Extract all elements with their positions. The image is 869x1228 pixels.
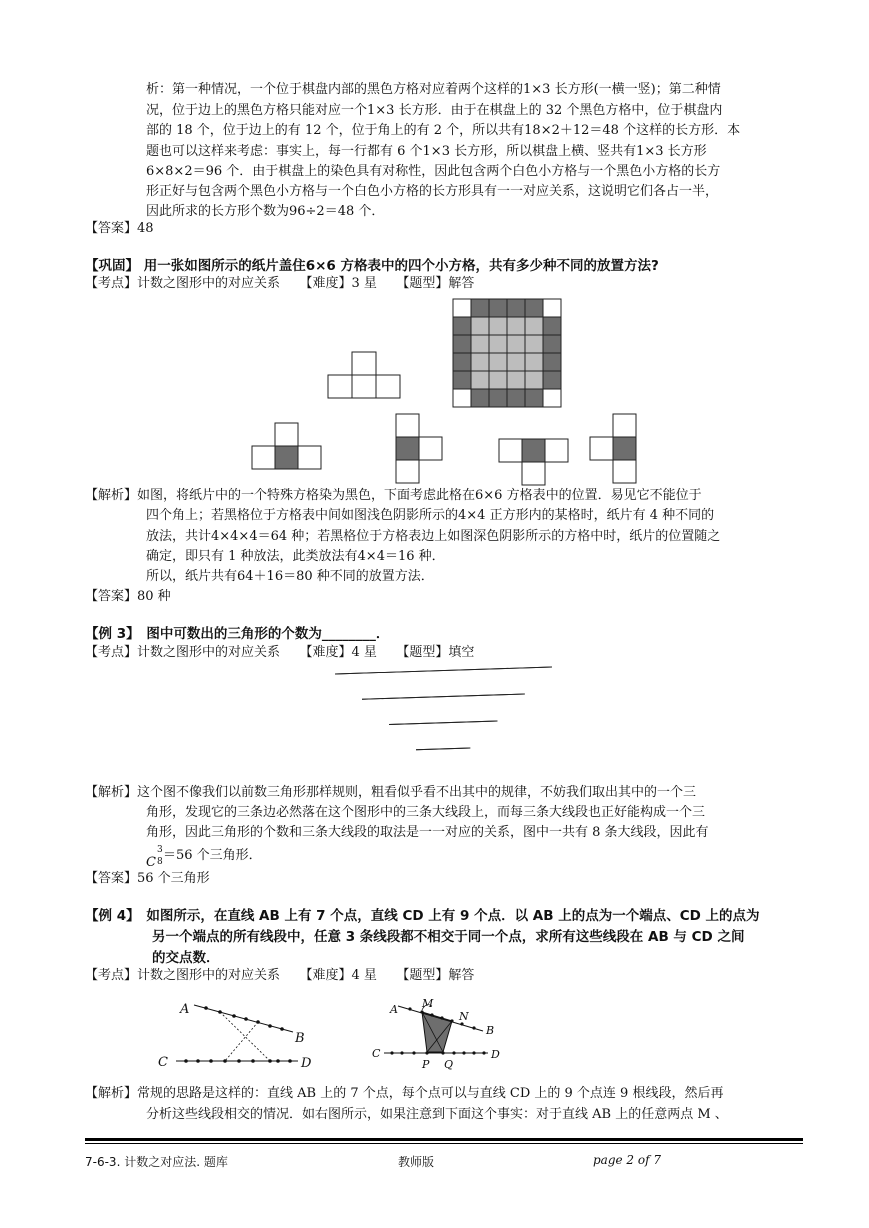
analysis-line: 【解析】这个图不像我们以前数三角形那样规则，粗看似乎看不出其中的规律，不妨我们取出其中的一个三 bbox=[85, 785, 697, 800]
grid-cell bbox=[453, 335, 471, 353]
meta-line: 【考点】计数之图形中的对应关系 【难度】3 星 【题型】解答 bbox=[85, 276, 475, 291]
label-p: P bbox=[422, 1058, 430, 1071]
grid-cell bbox=[525, 317, 543, 335]
grid-cell bbox=[471, 335, 489, 353]
combination-sub: 8 bbox=[156, 857, 163, 867]
label-c2: C bbox=[372, 1047, 381, 1060]
grid-cell bbox=[489, 317, 507, 335]
text-line: 形正好与包含两个黑色小方格与一个白色小方格的长方形具有一一对应关系，这说明它们各占一半， bbox=[146, 184, 719, 199]
analysis-line: 分析这些线段相交的情况．如右图所示，如果注意到下面这个事实：对于直线 AB 上的任意两点 M 、 bbox=[146, 1107, 728, 1122]
grid-cell bbox=[489, 389, 507, 407]
grid-cell bbox=[507, 353, 525, 371]
label-b2: B bbox=[486, 1024, 495, 1037]
text-line: 析：第一种情况，一个位于棋盘内部的黑色方格对应着两个这样的1×3 长方形(一横一竖)；第二种情 bbox=[146, 82, 721, 97]
footer-edition: 教师版 bbox=[398, 1155, 435, 1169]
footer-page-number: page 2 of 7 bbox=[593, 1153, 661, 1167]
grid-cell bbox=[543, 371, 561, 389]
lines-ab-cd-figure-right bbox=[370, 996, 510, 1076]
piece-orientation-4 bbox=[590, 414, 636, 483]
grid-cell bbox=[525, 335, 543, 353]
grid-cell bbox=[507, 371, 525, 389]
text-line: 6×8×2＝96 个．由于棋盘上的染色具有对称性，因此包含两个白色小方格与一个黑色小方格的长方 bbox=[146, 164, 721, 179]
grid-cell bbox=[471, 317, 489, 335]
six-by-six-grid bbox=[453, 299, 561, 407]
question-line: 的交点数． bbox=[152, 950, 220, 966]
text-line: 因此所求的长方形个数为96÷2＝48 个． bbox=[146, 204, 385, 219]
grid-cell bbox=[471, 389, 489, 407]
label-d2: D bbox=[491, 1048, 500, 1061]
grid-cell bbox=[453, 299, 471, 317]
grid-cell bbox=[543, 317, 561, 335]
big-segment bbox=[389, 721, 498, 725]
question-line: 另一个端点的所有线段中，任意 3 条线段都不相交于同一个点，求所有这些线段在 AB 与 CD 之间 bbox=[152, 929, 745, 945]
grid-cell bbox=[507, 335, 525, 353]
label-n: N bbox=[459, 1010, 469, 1023]
grid-cell bbox=[525, 371, 543, 389]
grid-cell bbox=[507, 389, 525, 407]
piece-orientation-1 bbox=[252, 423, 322, 469]
analysis-line: 确定，即只有 1 种放法，此类放法有4×4＝16 种． bbox=[146, 549, 445, 564]
big-segment bbox=[362, 694, 525, 699]
footer-rule-thin bbox=[85, 1143, 803, 1144]
question-heading: 【例 4】 如图所示，在直线 AB 上有 7 个点，直线 CD 上有 9 个点．以 AB 上的点为一个端点、CD 上的点为 bbox=[85, 908, 760, 924]
meta-line: 【考点】计数之图形中的对应关系 【难度】4 星 【题型】填空 bbox=[85, 645, 475, 660]
analysis-line: 【解析】如图，将纸片中的一个特殊方格染为黑色，下面考虑此格在6×6 方格表中的位置．易见它不能位于 bbox=[85, 488, 702, 503]
text-line: 题也可以这样来考虑：事实上，每一行都有 6 个1×3 长方形，所以棋盘上横、竖共有1×3 长方形 bbox=[146, 144, 707, 159]
grid-cell bbox=[525, 299, 543, 317]
text-line: 况，位于边上的黑色方格只能对应一个1×3 长方形．由于在棋盘上的 32 个黑色方格中，位于棋盘内 bbox=[146, 103, 723, 118]
big-segment bbox=[335, 667, 552, 674]
label-a: A bbox=[180, 1002, 190, 1017]
grid-cell bbox=[489, 299, 507, 317]
question-heading: 【例 3】 图中可数出的三角形的个数为________． bbox=[85, 626, 390, 642]
piece-orientation-2 bbox=[396, 414, 442, 483]
label-b: B bbox=[295, 1031, 305, 1046]
analysis-line: 角形，因此三角形的个数和三条大线段的取法是一一对应的关系，图中一共有 8 条大线段，因此有 bbox=[146, 825, 709, 840]
grid-cell bbox=[507, 299, 525, 317]
analysis-line: ＝56 个三角形． bbox=[163, 848, 262, 863]
grid-cell bbox=[543, 353, 561, 371]
grid-cell bbox=[453, 353, 471, 371]
grid-cell bbox=[543, 335, 561, 353]
analysis-line: 【解析】常规的思路是这样的：直线 AB 上的 7 个点，每个点可以与直线 CD 上的 9 个点连 9 根线段，然后再 bbox=[85, 1086, 724, 1101]
grid-cell bbox=[489, 335, 507, 353]
label-c: C bbox=[158, 1055, 168, 1070]
footer-rule-thick bbox=[85, 1138, 803, 1141]
label-a2: A bbox=[390, 1003, 398, 1016]
analysis-line: 所以，纸片共有64＋16＝80 种不同的放置方法． bbox=[146, 569, 434, 584]
analysis-line: 角形，发现它的三条边必然落在这个图形中的三条大线段上，而每三条大线段也正好能构成一个三 bbox=[146, 805, 706, 820]
analysis-line: 放法，共计4×4×4＝64 种；若黑格位于方格表边上如图深色阴影所示的方格中时，纸片的位置随之 bbox=[146, 529, 721, 544]
grid-cell bbox=[543, 389, 561, 407]
piece-orientation-3 bbox=[499, 439, 569, 485]
analysis-line: 四个角上；若黑格位于方格表中间如图浅色阴影所示的4×4 正方形内的某格时，纸片有 4 种不同的 bbox=[146, 508, 715, 523]
answer-line: 【答案】56 个三角形 bbox=[85, 871, 210, 886]
grid-cell bbox=[471, 353, 489, 371]
question-heading: 【巩固】 用一张如图所示的纸片盖住6×6 方格表中的四个小方格，共有多少种不同的放置方法? bbox=[85, 258, 659, 274]
grid-cell bbox=[471, 371, 489, 389]
meta-line: 【考点】计数之图形中的对应关系 【难度】4 星 【题型】解答 bbox=[85, 968, 475, 983]
string-art-triangle-figure bbox=[330, 662, 560, 782]
grid-cell bbox=[543, 299, 561, 317]
lines-ab-cd-figure-left bbox=[158, 996, 328, 1076]
label-q: Q bbox=[444, 1058, 454, 1071]
combination-symbol: C 3 8 bbox=[146, 846, 164, 873]
answer-line: 【答案】80 种 bbox=[85, 589, 171, 604]
answer-line: 【答案】48 bbox=[85, 221, 154, 236]
big-segment bbox=[416, 748, 470, 750]
grid-cell bbox=[453, 389, 471, 407]
grid-cell bbox=[489, 371, 507, 389]
grid-cell bbox=[525, 353, 543, 371]
grid-cell bbox=[489, 353, 507, 371]
text-line: 部的 18 个，位于边上的有 12 个，位于角上的有 2 个，所以共有18×2＋12＝48 个这样的长方形．本 bbox=[146, 123, 741, 138]
grid-cell bbox=[453, 371, 471, 389]
grid-cell bbox=[525, 389, 543, 407]
footer-doc-title: 7-6-3. 计数之对应法. 题库 bbox=[85, 1155, 228, 1169]
paper-piece-figure bbox=[328, 352, 400, 400]
combination-sup: 3 bbox=[156, 845, 163, 855]
label-d: D bbox=[301, 1056, 312, 1071]
grid-cell bbox=[471, 299, 489, 317]
label-m: M bbox=[422, 997, 434, 1010]
grid-cell bbox=[507, 317, 525, 335]
grid-cell bbox=[453, 317, 471, 335]
